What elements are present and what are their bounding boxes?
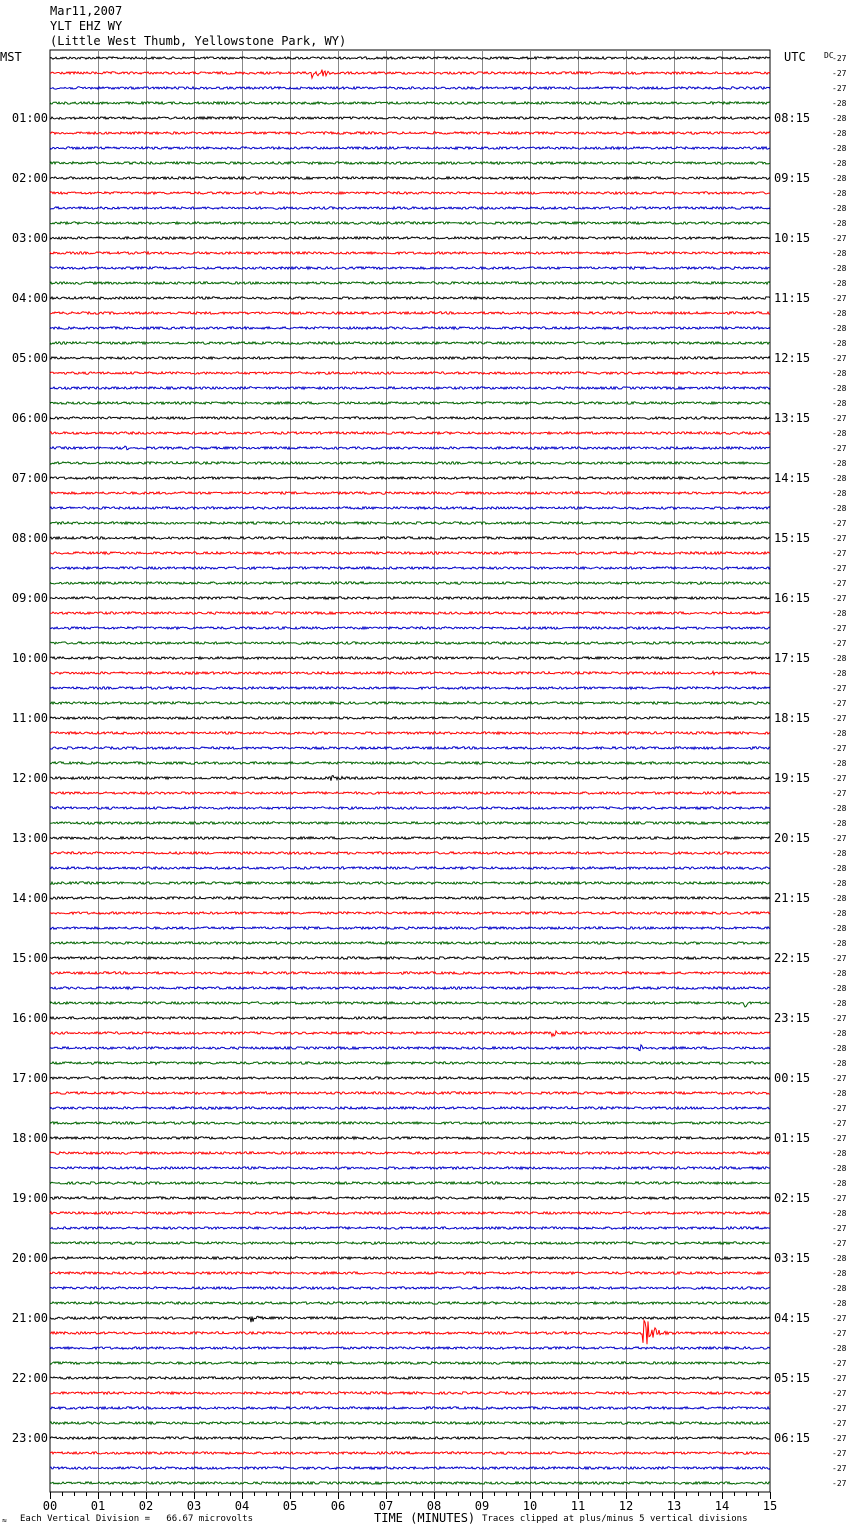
trace-1 bbox=[50, 70, 770, 78]
trace-93 bbox=[50, 1452, 770, 1454]
dc-offset-value: -28 bbox=[832, 309, 847, 318]
dc-offset-value: -28 bbox=[832, 924, 847, 933]
trace-66 bbox=[50, 1045, 770, 1051]
utc-time-label: 00:15 bbox=[774, 1071, 811, 1085]
dc-offset-value: -28 bbox=[832, 939, 847, 948]
dc-offset-value: -27 bbox=[832, 1389, 847, 1398]
trace-64 bbox=[50, 1017, 770, 1019]
trace-82 bbox=[50, 1287, 770, 1289]
trace-32 bbox=[50, 537, 770, 539]
dc-offset-value: -28 bbox=[832, 804, 847, 813]
mst-time-label: 23:00 bbox=[11, 1431, 48, 1445]
dc-offset-value: -28 bbox=[832, 879, 847, 888]
dc-offset-value: -27 bbox=[832, 789, 847, 798]
dc-offset-value: -28 bbox=[832, 609, 847, 618]
dc-offset-value: -27 bbox=[832, 954, 847, 963]
dc-offset-value: -27 bbox=[832, 579, 847, 588]
trace-63 bbox=[50, 1002, 770, 1007]
x-tick-label: 11 bbox=[570, 1499, 586, 1513]
dc-offset-value: -27 bbox=[832, 1194, 847, 1203]
mst-time-label: 08:00 bbox=[11, 531, 48, 545]
x-tick-label: 03 bbox=[186, 1499, 202, 1513]
dc-offset-value: -28 bbox=[832, 189, 847, 198]
trace-55 bbox=[50, 882, 770, 884]
dc-offset-value: -27 bbox=[832, 1314, 847, 1323]
x-axis bbox=[43, 1492, 777, 1513]
trace-43 bbox=[50, 701, 770, 704]
utc-time-label: 01:15 bbox=[774, 1131, 811, 1145]
trace-15 bbox=[50, 282, 770, 284]
trace-87 bbox=[50, 1362, 770, 1364]
dc-offset-value: -27 bbox=[832, 564, 847, 573]
utc-time-label: 12:15 bbox=[774, 351, 811, 365]
mst-time-label: 16:00 bbox=[11, 1011, 48, 1025]
trace-61 bbox=[50, 972, 770, 974]
trace-75 bbox=[50, 1182, 770, 1184]
dc-offset-value: -28 bbox=[832, 249, 847, 258]
utc-time-label: 10:15 bbox=[774, 231, 811, 245]
dc-offset-value: -28 bbox=[832, 219, 847, 228]
x-tick-label: 06 bbox=[330, 1499, 346, 1513]
dc-offsets bbox=[824, 51, 847, 1488]
dc-offset-value: -28 bbox=[832, 429, 847, 438]
mst-time-label: 06:00 bbox=[11, 411, 48, 425]
dc-offset-value: -27 bbox=[832, 1224, 847, 1233]
dc-offset-value: -28 bbox=[832, 1149, 847, 1158]
mst-time-label: 22:00 bbox=[11, 1371, 48, 1385]
dc-offset-value: -27 bbox=[832, 54, 847, 63]
dc-offset-value: -28 bbox=[832, 1284, 847, 1293]
x-tick-label: 09 bbox=[474, 1499, 490, 1513]
mst-time-label: 07:00 bbox=[11, 471, 48, 485]
dc-offset-value: -28 bbox=[832, 204, 847, 213]
dc-offset-value: -28 bbox=[832, 129, 847, 138]
trace-89 bbox=[50, 1392, 770, 1394]
right-axis-title: UTC bbox=[784, 50, 806, 64]
dc-offset-value: -28 bbox=[832, 489, 847, 498]
trace-47 bbox=[50, 762, 770, 764]
utc-time-label: 06:15 bbox=[774, 1431, 811, 1445]
mst-time-label: 21:00 bbox=[11, 1311, 48, 1325]
dc-offset-value: -28 bbox=[832, 1044, 847, 1053]
x-tick-label: 00 bbox=[42, 1499, 58, 1513]
trace-41 bbox=[50, 671, 770, 674]
trace-84 bbox=[50, 1316, 770, 1322]
utc-time-label: 14:15 bbox=[774, 471, 811, 485]
dc-label: DC bbox=[824, 51, 834, 60]
utc-time-label: 02:15 bbox=[774, 1191, 811, 1205]
dc-offset-value: -28 bbox=[832, 969, 847, 978]
trace-65 bbox=[50, 1031, 770, 1036]
trace-58 bbox=[50, 927, 770, 929]
x-axis-title: TIME (MINUTES) bbox=[374, 1511, 476, 1525]
trace-90 bbox=[50, 1407, 770, 1409]
dc-offset-value: -27 bbox=[832, 1449, 847, 1458]
trace-17 bbox=[50, 312, 770, 314]
trace-0 bbox=[50, 57, 770, 59]
dc-offset-value: -28 bbox=[832, 849, 847, 858]
dc-offset-value: -27 bbox=[832, 234, 847, 243]
mst-time-label: 11:00 bbox=[11, 711, 48, 725]
trace-60 bbox=[50, 957, 770, 959]
x-tick-label: 15 bbox=[762, 1499, 778, 1513]
dc-offset-value: -27 bbox=[832, 549, 847, 558]
trace-79 bbox=[50, 1242, 770, 1244]
station-code: YLT EHZ WY bbox=[50, 19, 123, 33]
mst-time-label: 15:00 bbox=[11, 951, 48, 965]
mst-time-label: 09:00 bbox=[11, 591, 48, 605]
trace-2 bbox=[50, 87, 770, 89]
trace-6 bbox=[50, 147, 770, 149]
trace-92 bbox=[50, 1437, 770, 1439]
dc-offset-value: -27 bbox=[832, 444, 847, 453]
utc-time-label: 05:15 bbox=[774, 1371, 811, 1385]
utc-time-label: 23:15 bbox=[774, 1011, 811, 1025]
dc-offset-value: -28 bbox=[832, 1164, 847, 1173]
dc-offset-value: -27 bbox=[832, 1464, 847, 1473]
dc-offset-value: -28 bbox=[832, 279, 847, 288]
mst-time-label: 18:00 bbox=[11, 1131, 48, 1145]
utc-time-label: 20:15 bbox=[774, 831, 811, 845]
trace-25 bbox=[50, 432, 770, 434]
trace-27 bbox=[50, 462, 770, 464]
dc-offset-value: -27 bbox=[832, 1119, 847, 1128]
trace-9 bbox=[50, 192, 770, 194]
x-tick-label: 14 bbox=[714, 1499, 730, 1513]
trace-3 bbox=[50, 102, 770, 104]
trace-24 bbox=[50, 417, 770, 419]
trace-26 bbox=[50, 446, 770, 450]
dc-offset-value: -27 bbox=[832, 714, 847, 723]
trace-59 bbox=[50, 942, 770, 944]
trace-38 bbox=[50, 627, 770, 629]
mst-time-label: 17:00 bbox=[11, 1071, 48, 1085]
dc-offset-value: -27 bbox=[832, 1329, 847, 1338]
trace-11 bbox=[50, 222, 770, 224]
trace-39 bbox=[50, 642, 770, 644]
dc-offset-value: -28 bbox=[832, 729, 847, 738]
dc-offset-value: -27 bbox=[832, 1104, 847, 1113]
dc-offset-value: -27 bbox=[832, 1014, 847, 1023]
trace-14 bbox=[50, 267, 770, 269]
trace-80 bbox=[50, 1257, 770, 1259]
dc-offset-value: -28 bbox=[832, 1059, 847, 1068]
trace-73 bbox=[50, 1152, 770, 1154]
dc-offset-value: -28 bbox=[832, 894, 847, 903]
dc-offset-value: -28 bbox=[832, 654, 847, 663]
x-tick-label: 12 bbox=[618, 1499, 634, 1513]
dc-offset-value: -28 bbox=[832, 819, 847, 828]
dc-offset-value: -27 bbox=[832, 354, 847, 363]
dc-offset-value: -28 bbox=[832, 99, 847, 108]
dc-offset-value: -28 bbox=[832, 339, 847, 348]
trace-44 bbox=[50, 717, 770, 719]
trace-37 bbox=[50, 612, 770, 614]
dc-offset-value: -27 bbox=[832, 834, 847, 843]
utc-time-label: 04:15 bbox=[774, 1311, 811, 1325]
trace-46 bbox=[50, 747, 770, 749]
x-tick-label: 13 bbox=[666, 1499, 682, 1513]
trace-56 bbox=[50, 897, 770, 899]
scale-note: Each Vertical Division = 66.67 microvolts bbox=[20, 1514, 253, 1524]
trace-83 bbox=[50, 1302, 770, 1304]
dc-offset-value: -27 bbox=[832, 1359, 847, 1368]
mst-time-label: 20:00 bbox=[11, 1251, 48, 1265]
dc-offset-value: -28 bbox=[832, 1089, 847, 1098]
x-tick-label: 07 bbox=[378, 1499, 394, 1513]
trace-53 bbox=[50, 852, 770, 854]
trace-76 bbox=[50, 1197, 770, 1199]
dc-offset-value: -28 bbox=[832, 1029, 847, 1038]
trace-67 bbox=[50, 1062, 770, 1065]
dc-offset-value: -28 bbox=[832, 909, 847, 918]
dc-offset-value: -27 bbox=[832, 744, 847, 753]
trace-36 bbox=[50, 597, 770, 599]
utc-time-label: 22:15 bbox=[774, 951, 811, 965]
trace-30 bbox=[50, 507, 770, 509]
x-tick-label: 10 bbox=[522, 1499, 538, 1513]
dc-offset-value: -27 bbox=[832, 294, 847, 303]
dc-offset-value: -28 bbox=[832, 399, 847, 408]
dc-offset-value: -28 bbox=[832, 1299, 847, 1308]
trace-69 bbox=[50, 1092, 770, 1094]
mst-time-label: 05:00 bbox=[11, 351, 48, 365]
dc-offset-value: -27 bbox=[832, 624, 847, 633]
trace-77 bbox=[50, 1212, 770, 1214]
trace-85 bbox=[50, 1321, 770, 1345]
clip-note: Traces clipped at plus/minus 5 vertical divisions bbox=[482, 1514, 748, 1524]
trace-33 bbox=[50, 552, 770, 555]
trace-78 bbox=[50, 1227, 770, 1229]
trace-86 bbox=[50, 1347, 770, 1349]
trace-21 bbox=[50, 372, 770, 374]
dc-offset-value: -28 bbox=[832, 984, 847, 993]
dc-offset-value: -27 bbox=[832, 1074, 847, 1083]
dc-offset-value: -27 bbox=[832, 414, 847, 423]
trace-52 bbox=[50, 837, 770, 839]
trace-19 bbox=[50, 342, 770, 344]
dc-offset-value: -28 bbox=[832, 369, 847, 378]
dc-offset-value: -27 bbox=[832, 1479, 847, 1488]
dc-offset-value: -28 bbox=[832, 669, 847, 678]
trace-16 bbox=[50, 297, 770, 299]
trace-18 bbox=[50, 327, 770, 329]
utc-time-label: 08:15 bbox=[774, 111, 811, 125]
dc-offset-value: -28 bbox=[832, 1254, 847, 1263]
mst-time-label: 14:00 bbox=[11, 891, 48, 905]
dc-offset-value: -27 bbox=[832, 1404, 847, 1413]
dc-offset-value: -27 bbox=[832, 639, 847, 648]
utc-time-label: 19:15 bbox=[774, 771, 811, 785]
dc-offset-value: -27 bbox=[832, 69, 847, 78]
trace-20 bbox=[50, 357, 770, 359]
trace-31 bbox=[50, 522, 770, 524]
dc-offset-value: -27 bbox=[832, 699, 847, 708]
trace-4 bbox=[50, 117, 770, 119]
x-tick-label: 08 bbox=[426, 1499, 442, 1513]
trace-91 bbox=[50, 1422, 770, 1424]
trace-50 bbox=[50, 807, 770, 809]
mst-time-label: 10:00 bbox=[11, 651, 48, 665]
mst-time-label: 04:00 bbox=[11, 291, 48, 305]
trace-54 bbox=[50, 867, 770, 869]
dc-offset-value: -28 bbox=[832, 324, 847, 333]
dc-offset-value: -28 bbox=[832, 759, 847, 768]
dc-offset-value: -28 bbox=[832, 264, 847, 273]
trace-68 bbox=[50, 1077, 770, 1079]
trace-34 bbox=[50, 567, 770, 569]
dc-offset-value: -27 bbox=[832, 84, 847, 93]
trace-42 bbox=[50, 687, 770, 689]
trace-10 bbox=[50, 207, 770, 209]
dc-offset-value: -27 bbox=[832, 1134, 847, 1143]
trace-57 bbox=[50, 912, 770, 914]
trace-95 bbox=[50, 1482, 770, 1484]
mst-time-label: 01:00 bbox=[11, 111, 48, 125]
trace-28 bbox=[50, 477, 770, 479]
utc-time-label: 17:15 bbox=[774, 651, 811, 665]
trace-72 bbox=[50, 1137, 770, 1139]
trace-29 bbox=[50, 492, 770, 494]
utc-time-label: 13:15 bbox=[774, 411, 811, 425]
dc-offset-value: -28 bbox=[832, 1269, 847, 1278]
dc-offset-value: -28 bbox=[832, 504, 847, 513]
trace-48 bbox=[50, 776, 770, 781]
utc-time-label: 21:15 bbox=[774, 891, 811, 905]
trace-7 bbox=[50, 162, 770, 164]
trace-12 bbox=[50, 237, 770, 239]
trace-13 bbox=[50, 252, 770, 254]
dc-offset-value: -27 bbox=[832, 1419, 847, 1428]
utc-time-label: 15:15 bbox=[774, 531, 811, 545]
trace-45 bbox=[50, 732, 770, 734]
dc-offset-value: -27 bbox=[832, 1374, 847, 1383]
dc-offset-value: -27 bbox=[832, 1434, 847, 1443]
mst-time-label: 12:00 bbox=[11, 771, 48, 785]
dc-offset-value: -28 bbox=[832, 144, 847, 153]
x-tick-label: 04 bbox=[234, 1499, 250, 1513]
dc-offset-value: -27 bbox=[832, 774, 847, 783]
trace-81 bbox=[50, 1272, 770, 1274]
mst-time-label: 13:00 bbox=[11, 831, 48, 845]
station-location: (Little West Thumb, Yellowstone Park, WY) bbox=[50, 34, 347, 48]
trace-70 bbox=[50, 1107, 770, 1109]
mst-time-label: 02:00 bbox=[11, 171, 48, 185]
utc-time-label: 09:15 bbox=[774, 171, 811, 185]
dc-offset-value: -28 bbox=[832, 459, 847, 468]
trace-35 bbox=[50, 582, 770, 584]
dc-offset-value: -28 bbox=[832, 864, 847, 873]
x-tick-label: 05 bbox=[282, 1499, 298, 1513]
mst-time-label: 19:00 bbox=[11, 1191, 48, 1205]
x-tick-label: 02 bbox=[138, 1499, 154, 1513]
dc-offset-value: -28 bbox=[832, 159, 847, 168]
trace-22 bbox=[50, 387, 770, 389]
utc-time-label: 18:15 bbox=[774, 711, 811, 725]
corner-mark: ≈ bbox=[2, 1516, 7, 1525]
utc-time-label: 16:15 bbox=[774, 591, 811, 605]
dc-offset-value: -28 bbox=[832, 474, 847, 483]
dc-offset-value: -28 bbox=[832, 1344, 847, 1353]
left-axis-title: MST bbox=[0, 50, 22, 64]
trace-71 bbox=[50, 1122, 770, 1124]
trace-51 bbox=[50, 822, 770, 824]
trace-8 bbox=[50, 177, 770, 179]
dc-offset-value: -28 bbox=[832, 114, 847, 123]
dc-offset-value: -27 bbox=[832, 594, 847, 603]
traces bbox=[50, 57, 770, 1484]
dc-offset-value: -27 bbox=[832, 519, 847, 528]
dc-offset-value: -27 bbox=[832, 1239, 847, 1248]
dc-offset-value: -27 bbox=[832, 534, 847, 543]
dc-offset-value: -28 bbox=[832, 1209, 847, 1218]
trace-62 bbox=[50, 987, 770, 989]
x-tick-label: 01 bbox=[90, 1499, 106, 1513]
mst-time-label: 03:00 bbox=[11, 231, 48, 245]
dc-offset-value: -28 bbox=[832, 999, 847, 1008]
trace-5 bbox=[50, 132, 770, 134]
trace-88 bbox=[50, 1377, 770, 1379]
dc-offset-value: -28 bbox=[832, 1179, 847, 1188]
utc-time-label: 11:15 bbox=[774, 291, 811, 305]
trace-74 bbox=[50, 1167, 770, 1169]
plot-frame bbox=[50, 50, 770, 1492]
dc-offset-value: -27 bbox=[832, 684, 847, 693]
dc-offset-value: -28 bbox=[832, 384, 847, 393]
dc-offset-value: -28 bbox=[832, 174, 847, 183]
trace-94 bbox=[50, 1467, 770, 1469]
trace-49 bbox=[50, 792, 770, 794]
utc-time-label: 03:15 bbox=[774, 1251, 811, 1265]
plot-date: Mar11,2007 bbox=[50, 4, 123, 18]
grid-lines bbox=[99, 50, 723, 1492]
trace-23 bbox=[50, 402, 770, 404]
trace-40 bbox=[50, 657, 770, 659]
